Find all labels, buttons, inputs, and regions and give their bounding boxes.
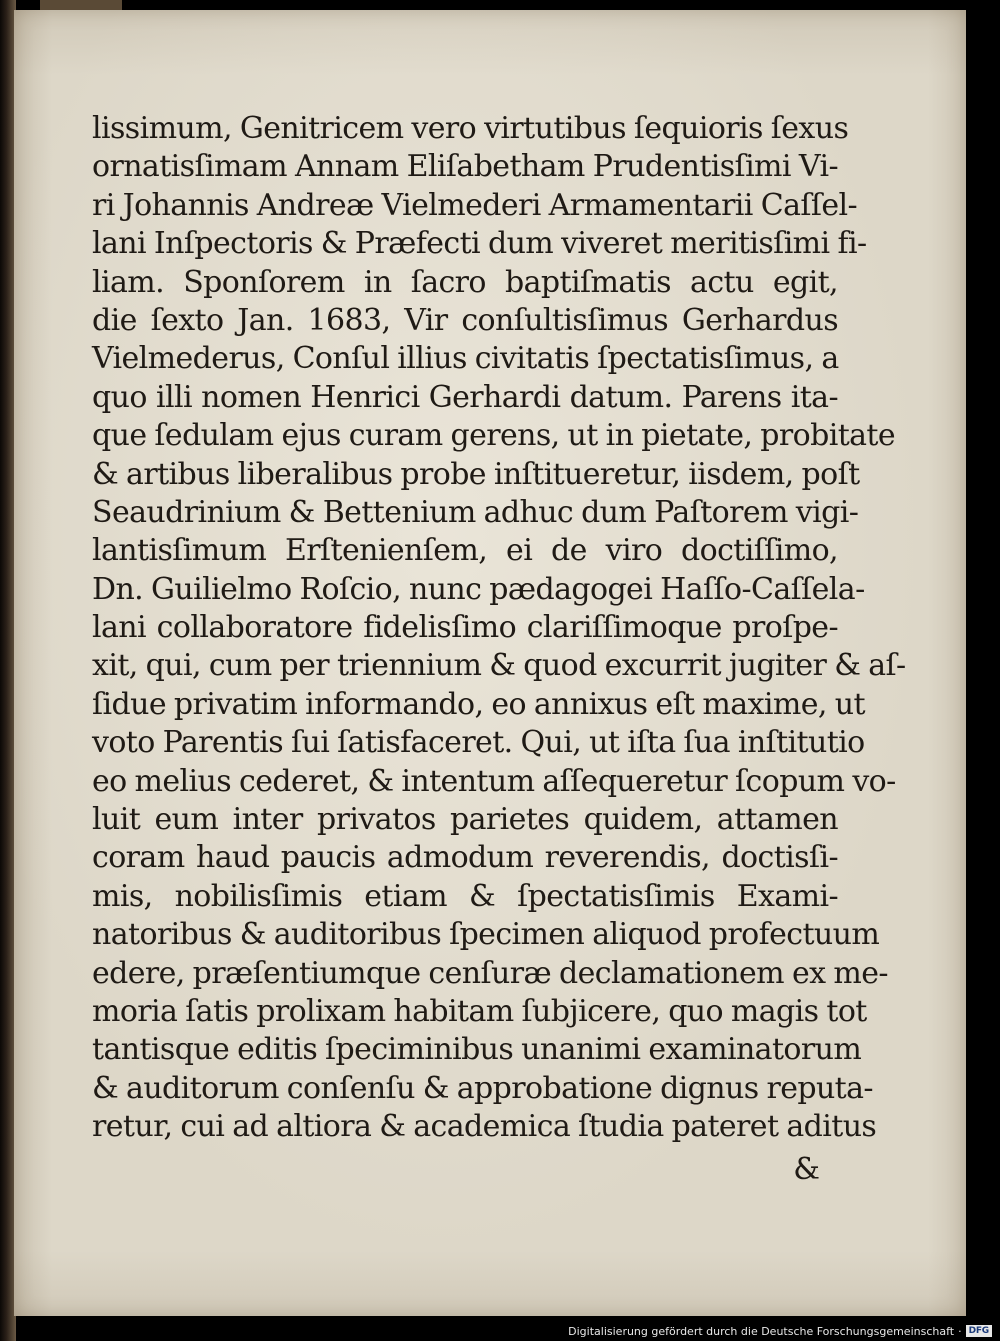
text-line: xit, qui, cum per triennium & quod excurrit jugiter & aſ- <box>92 648 906 684</box>
text-line: natoribus & auditoribus ſpecimen aliquod profectuum <box>92 917 880 953</box>
text-line: lani Inſpectoris & Præfecti dum viveret meritisſimi fi- <box>92 226 867 262</box>
text-line: die ſexto Jan. 1683, Vir conſultisſimus Gerhardus <box>92 302 838 338</box>
text-line: lissimum, Genitricem vero virtutibus ſequioris ſexus <box>92 111 849 146</box>
text-line: liam. Sponſorem in ſacro baptiſmatis actu egit, <box>92 264 838 300</box>
text-line: eo melius cederet, & intentum aſſequeretur ſcopum vo- <box>92 763 896 799</box>
text-line: Seaudrinium & Bettenium adhuc dum Paſtorem vigi- <box>92 494 859 530</box>
text-line: edere, præſentiumque cenſuræ declamationem ex me- <box>92 955 888 991</box>
catchword: & <box>793 1152 820 1187</box>
body-text <box>92 110 906 1147</box>
funding-credit: Digitalisierung gefördert durch die Deutsche Forschungsgemeinschaft <box>568 1324 955 1338</box>
text-line: lani collaboratore fidelisſimo clariſſimoque proſpe- <box>92 610 838 646</box>
text-line: & auditorum conſenſu & approbatione dignus reputa- <box>92 1070 873 1106</box>
text-line: ri Johannis Andreæ Vielmederi Armamentarii Caſſel- <box>92 187 858 223</box>
document-page <box>14 10 966 1316</box>
footer-separator: · <box>958 1324 962 1338</box>
text-line: mis, nobilisſimis etiam & ſpectatisſimis Exami- <box>92 878 838 914</box>
text-line: luit eum inter privatos parietes quidem, attamen <box>92 802 838 838</box>
text-line: ſidue privatim informando, eo annixus eſt maxime, ut <box>92 686 865 722</box>
text-line: & artibus liberalibus probe inſtitueretur, iisdem, poſt <box>92 456 860 492</box>
dfg-logo-icon: DFG <box>966 1325 992 1337</box>
text-line: retur, cui ad altiora & academica ſtudia pateret aditus <box>92 1109 877 1145</box>
text-line: tantisque editis ſpeciminibus unanimi examinatorum <box>92 1032 862 1068</box>
text-line: que ſedulam ejus curam gerens, ut in pietate, probitate <box>92 418 896 454</box>
text-line: lantisſimum Erſtenienſem, ei de viro doctiſſimo, <box>92 533 838 569</box>
text-line: moria ſatis prolixam habitam ſubjicere, quo magis tot <box>92 993 867 1029</box>
text-line: ornatisſimam Annam Eliſabetham Prudentisſimi Vi- <box>92 149 838 185</box>
digitization-footer <box>568 1323 992 1339</box>
text-line: Vielmederus, Conſul illius civitatis ſpectatisſimus, a <box>92 341 839 377</box>
text-line: quo illi nomen Henrici Gerhardi datum. Parens ita- <box>92 379 838 415</box>
text-line: coram haud paucis admodum reverendis, doctisſi- <box>92 840 838 876</box>
text-line: voto Parentis ſui ſatisfaceret. Qui, ut iſta ſua inſtitutio <box>92 725 865 761</box>
text-line: Dn. Guilielmo Roſcio, nunc pædagogei Haſſo-Caſſela- <box>92 571 865 607</box>
